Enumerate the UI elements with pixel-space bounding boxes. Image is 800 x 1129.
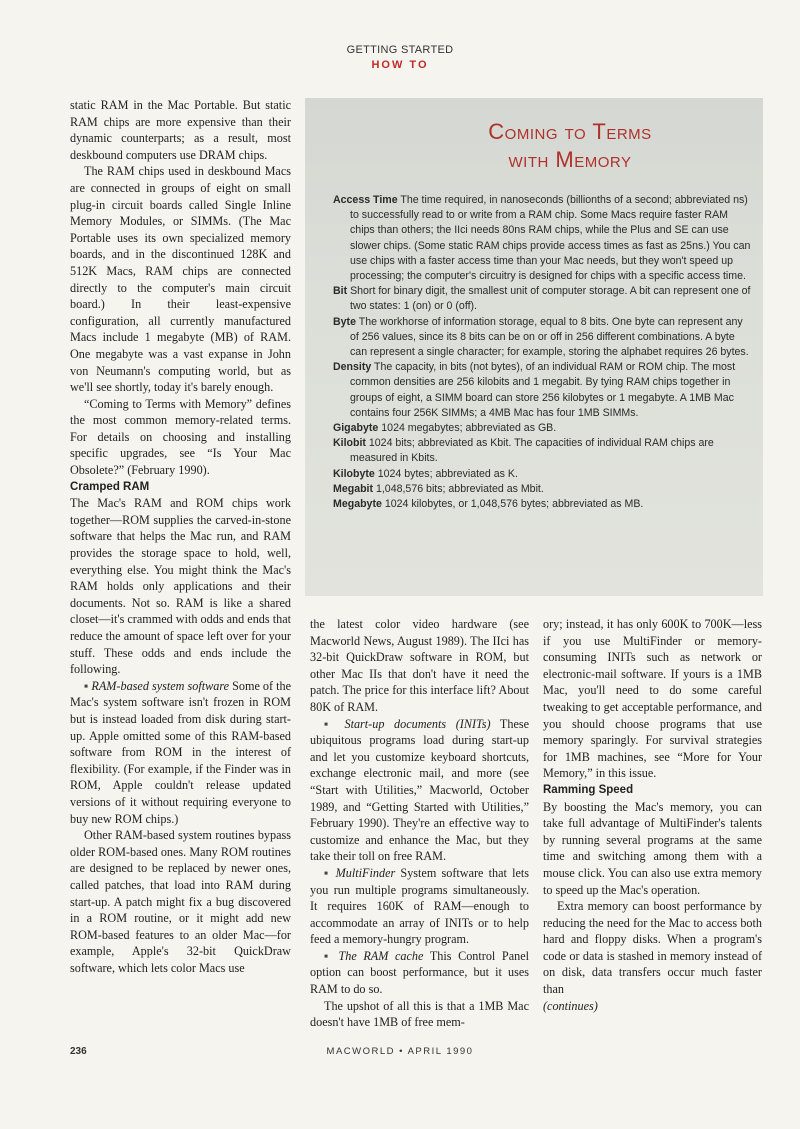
column-3 [543,616,762,1014]
glossary-entry [333,421,753,436]
glossary-list [333,193,753,512]
glossary-entry [333,284,753,314]
continues-note: (continues) [543,998,598,1013]
glossary-term: Gigabyte [333,422,379,435]
glossary-entry [333,482,753,497]
bullet-text: Some of the Mac's system software isn't frozen in ROM but is instead loaded from disk during start-up. Apple omitted some of this RAM-based software from ROM in the interest of flexibility. (For example, if the Finder was in ROM, Apple couldn't release updated versions of it without requiring everyone to buy new ROM chips.) [70,678,292,826]
paragraph: ory; instead, it has only 600K to 700K—less if you use MultiFinder or memory-consuming INITs such as network or electronic-mail software. If yours is a 1MB Mac, you'll need to do some careful tweaking to get acceptable performance, and you should choose programs that use memory sparingly. For survival strategies for 1MB machines, see “More for Your Memory,” in this issue. [543,617,762,781]
glossary-term: Kilobit [333,437,366,450]
bullet-paragraph: ▪ MultiFinder System software that lets you run multiple programs simultaneously. It requires 160K of RAM—enough to accommodate an array of INITs or to help feed a memory-hungry program. [310,865,530,947]
glossary-definition: The capacity, in bits (not bytes), of an individual RAM or ROM chip. The most common densities are 256 kilobits and 1 megabit. By tying RAM chips together in groups of eight, a SIMM board can store 256 kilobytes or 1 megabyte. A 1MB Mac contains four 256K SIMMs; a 4MB Mac has four 1MB SIMMs. [350,361,736,419]
glossary-term: Density [333,361,372,374]
paragraph: Extra memory can boost performance by reducing the need for the Mac to access both hard and floppy disks. When a program's code or data is stashed in memory instead of on disk, data transfers occur much faster than [543,899,762,997]
glossary-definition: 1,048,576 bits; abbreviated as Mbit. [373,482,544,495]
paragraph: Other RAM-based system routines bypass older ROM-based ones. Many ROM routines are designed to be replaced by newer ones, called patches, that load into RAM during start-up. A patch might fix a bug discovered in a ROM routine, or it might add new ROM-based features to an older Mac—for example, Apple's 32-bit QuickDraw software, which lets color Macs use [70,828,291,975]
glossary-definition: Short for binary digit, the smallest unit of computer storage. A bit can represent one of two states: 1 (on) or 0 (off). [347,285,751,313]
sidebar-title: Coming to Terms with Memory [488,119,652,172]
glossary-definition: 1024 bytes; abbreviated as K. [374,467,518,480]
paragraph: The upshot of all this is that a 1MB Mac doesn't have 1MB of free mem- [310,998,529,1030]
paragraph: By boosting the Mac's memory, you can take full advantage of MultiFinder's talents by running several programs at the same time and switching among them with a mouse click. You can also use extra memory to speed up the Mac's operation. [543,799,762,897]
glossary-definition: The workhorse of information storage, equal to 8 bits. One byte can represent any of 256 values, since its 8 bits can be on or off in 256 different combinations. A byte can represent a single character; for example, storing the alphabet requires 26 bytes. [350,315,749,359]
glossary-entry [333,193,753,284]
bullet-paragraph: ▪ The RAM cache This Control Panel option can boost performance, but it uses RAM to do so. [310,948,529,997]
column-2 [310,616,529,1031]
paragraph: The RAM chips used in deskbound Macs are connected in groups of eight on small plug-in circuit boards called Single Inline Memory Modules, or SIMMs. (The Mac Portable uses its own specialized memory boards, and in the discontinued 128K and 512K Macs, RAM chips are connected directly to the computer's main circuit board.) In their least-expensive configuration, all currently manufactured Macs include 1 megabyte (MB) of RAM. One megabyte was a vast expanse in John von Neumann's computing world, but as we'll see shortly, today it's barely enough. [70,164,291,395]
glossary-entry [333,315,753,361]
bullet-icon: ▪ [324,948,332,963]
glossary-entry [333,360,753,421]
department-kicker: GETTING STARTED [346,44,454,56]
glossary-term: Byte [333,315,356,328]
glossary-term: Bit [333,285,348,298]
glossary-term: Megabit [333,482,374,495]
paragraph: The Mac's RAM and ROM chips work together—ROM supplies the carved-in-stone software that helps the Mac run, and RAM provides the storage space to hold, well, everything else. You might think the Mac's RAM holds only applications and their documents. Not so. RAM is like a shared closet—it's crammed with odds and ends that reduce the amount of space left over for your stuff. These odds and ends include the following. [70,496,291,677]
glossary-definition: 1024 megabytes; abbreviated as GB. [378,422,557,435]
glossary-term: Access Time [333,194,398,206]
subhead-ramming-speed: Ramming Speed [543,783,634,796]
page-header [0,44,800,71]
glossary-definition: The time required, in nanoseconds (billionths of a second; abbreviated ns) to successfully read to or write from a RAM chip. Some Macs require faster RAM chips than others; the IIci needs 80ns RAM chips, while the Plus and SE can use slower chips. (Some static RAM chips provide access times as fast as 25ns.) You can use chips with a faster access time than your Mac needs, but they won't speed up processing; the computer's circuitry is designed for chips with a specific access time. [350,194,751,283]
column-1 [70,97,291,976]
bullet-paragraph: ▪ Start-up documents (INITs) These ubiquitous programs load during start-up and let you customize keyboard shortcuts, exchange electronic mail, and more (see “Start with Utilities,” Macworld, October 1989, and “Getting Started with Utilities,” February 1990). They're an effective way to customize and enhance the Mac, but they take their toll on free RAM. [310,716,530,864]
glossary-entry [333,497,753,512]
bullet-paragraph [70,678,291,827]
glossary-entry [333,467,753,482]
magazine-issue: MACWORLD • APRIL 1990 [326,1046,474,1057]
paragraph: “Coming to Terms with Memory” defines the most common memory-related terms. For details on choosing and installing specific upgrades, see “Is Your Mac Obsolete?” (February 1990). [70,396,291,478]
glossary-entry [333,436,753,466]
bullet-label: RAM-based system software [91,678,230,693]
page-number: 236 [70,1046,87,1057]
paragraph: static RAM in the Mac Portable. But static RAM chips are more expensive than their dynamic counterparts; as a result, most deskbound computers use DRAM chips. [70,98,291,162]
bullet-icon: ▪ [324,716,335,731]
bullet-icon: ▪ [84,678,89,693]
paragraph: the latest color video hardware (see Macworld News, August 1989). The IIci has 32-bit QuickDraw software in ROM, but other Mac IIs that don't have it need the patch. The price for this interface lift? About 80K of RAM. [310,617,529,714]
glossary-term: Megabyte [333,498,382,511]
glossary-term: Kilobyte [333,467,375,480]
subhead-cramped-ram: Cramped RAM [70,480,150,493]
section-label: HOW TO [371,59,429,71]
glossary-definition: 1024 kilobytes, or 1,048,576 bytes; abbreviated as MB. [381,498,644,511]
glossary-definition: 1024 bits; abbreviated as Kbit. The capacities of individual RAM chips are measured in Kbits. [350,437,714,465]
bullet-icon: ▪ [324,865,331,880]
